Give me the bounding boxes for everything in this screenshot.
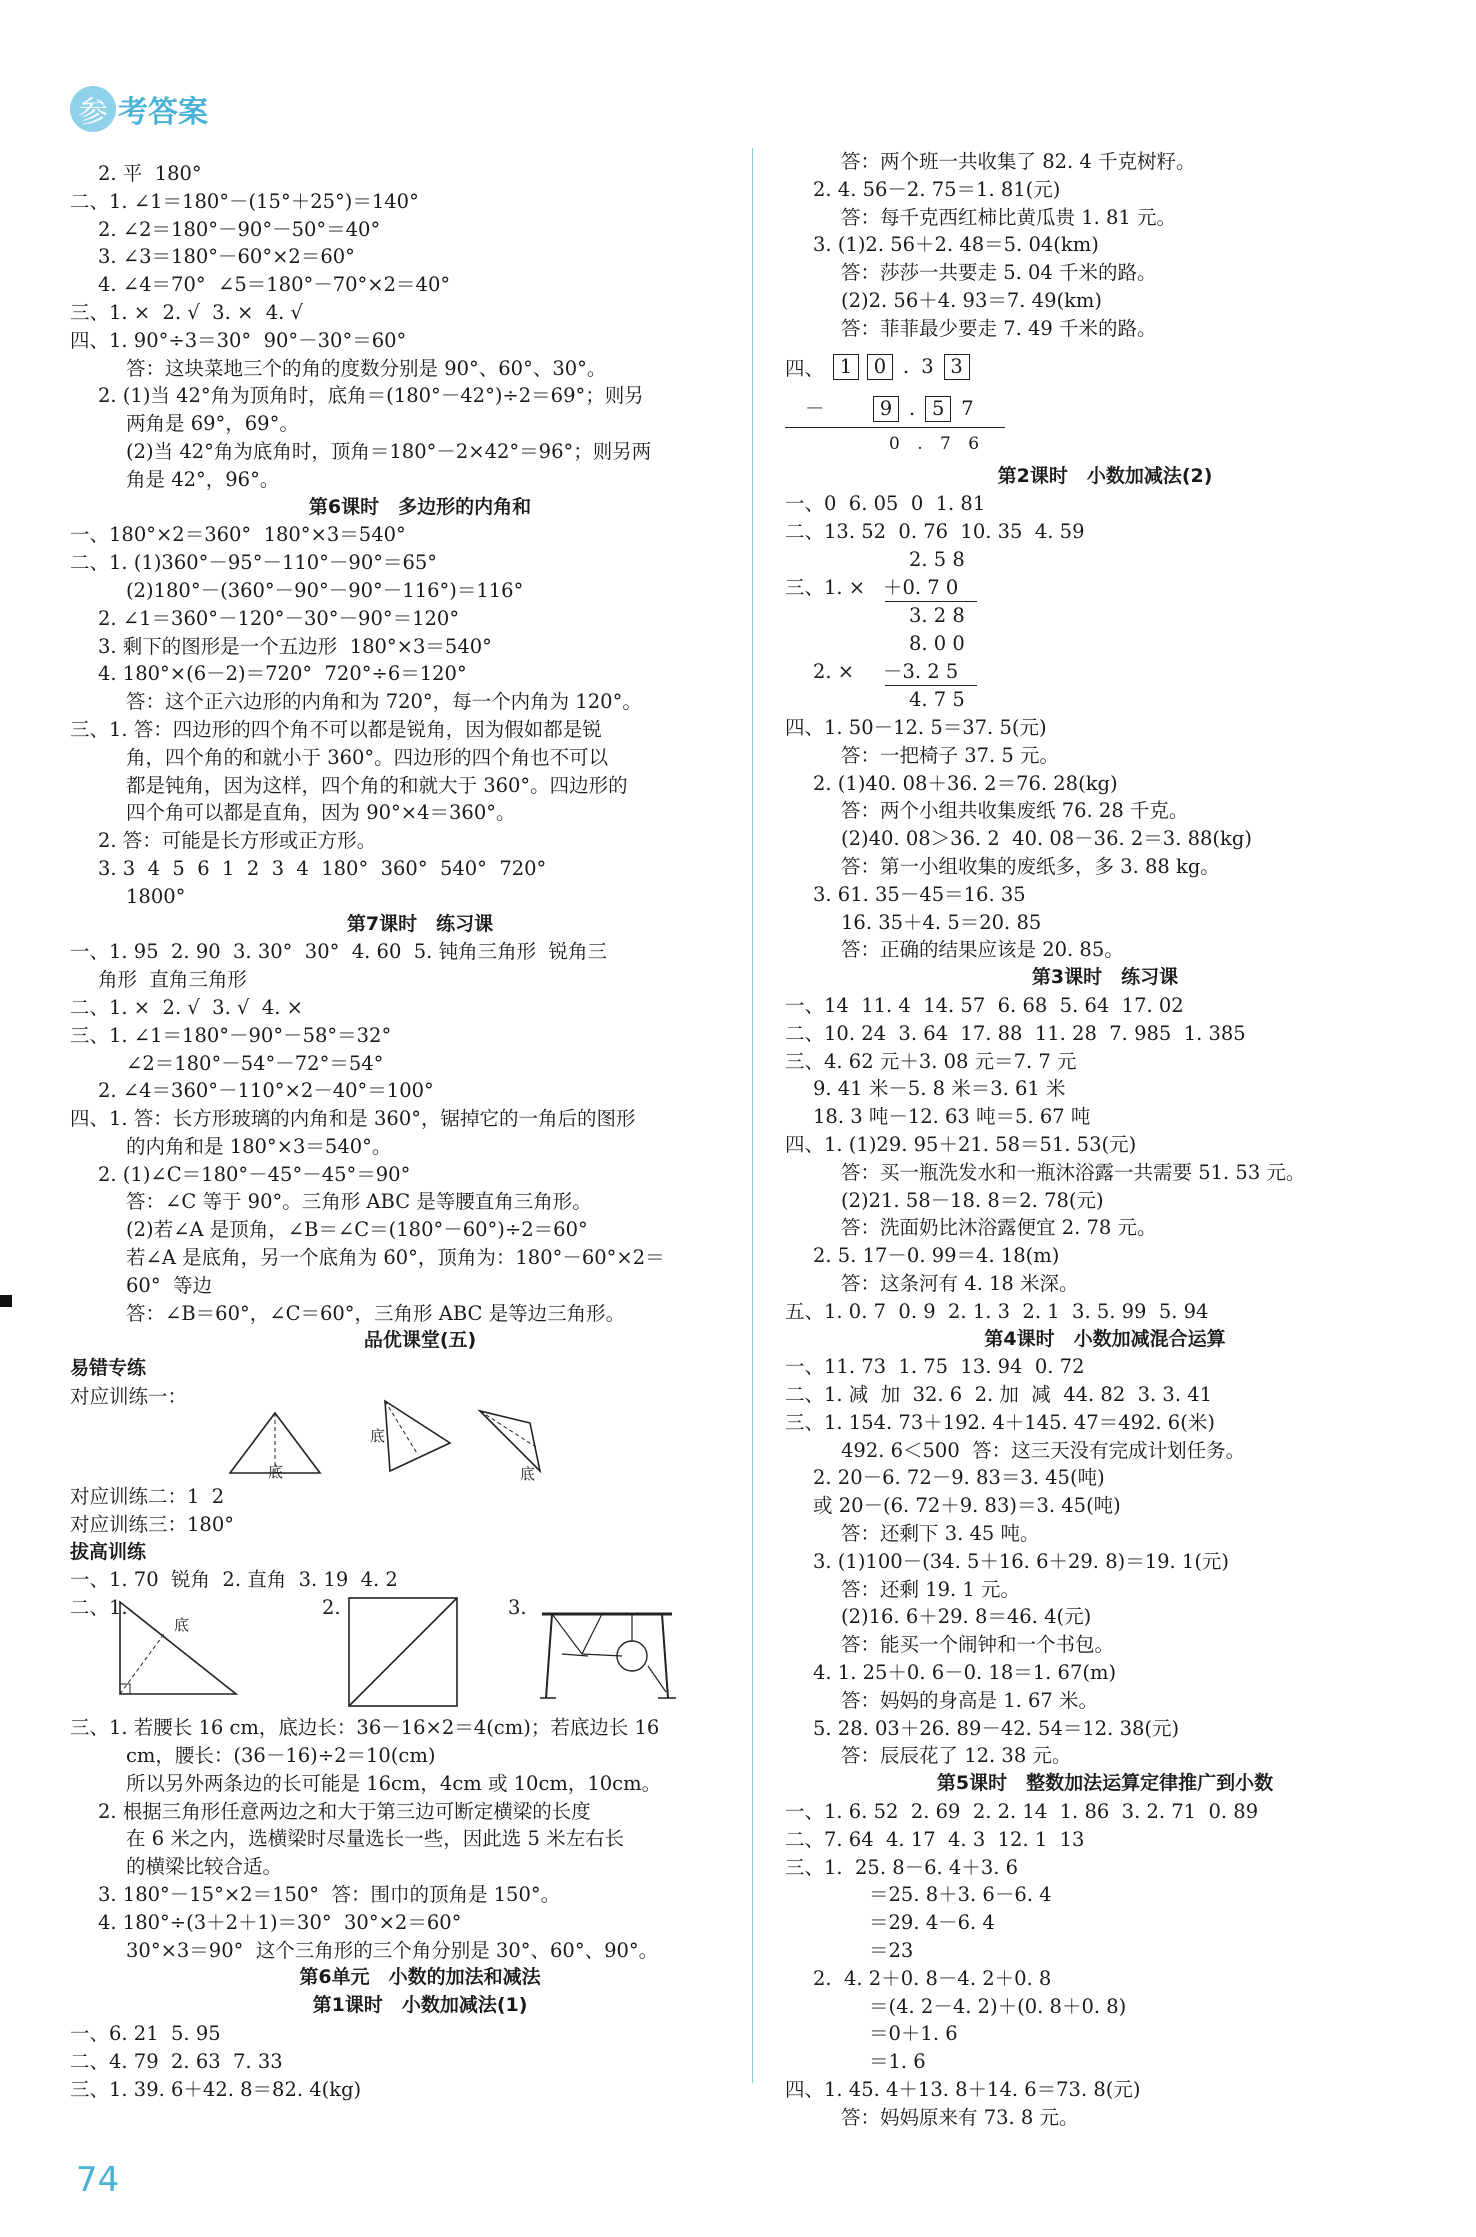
text-line: 3. 61. 35－45＝16. 35 <box>813 882 1026 906</box>
text-line: 在 6 米之内，选横梁时尽量选长一些，因此选 5 米左右长 <box>126 1827 625 1851</box>
text-line: 四、1. (1)29. 95＋21. 58＝51. 53(元) <box>785 1132 1137 1156</box>
text-line: 三、1. 154. 73＋192. 4＋145. 47＝492. 6(米) <box>785 1410 1215 1434</box>
digit-box: 1 <box>833 354 859 380</box>
text-line: 二、1. × 2. √ 3. √ 4. × <box>70 995 303 1019</box>
triangle-figures <box>70 1383 710 1483</box>
text-line: 三、1. 25. 8－6. 4＋3. 6 <box>785 1855 1019 1879</box>
text-line: 都是钝角，因为这样，四个角的和就大于 360°。四边形的 <box>126 773 628 797</box>
subsection-title: 拔高训练 <box>70 1540 147 1563</box>
text-line: ＝(4. 2－4. 2)＋(0. 8＋0. 8) <box>869 1994 1127 2018</box>
vertical-calc-1 <box>785 546 1425 630</box>
text-line: 答：每千克西红柿比黄瓜贵 1. 81 元。 <box>841 205 1177 229</box>
problem-label: 三、1. × <box>785 575 866 599</box>
puzzle-row-1 <box>829 353 974 381</box>
lesson-title: 第3课时 练习课 <box>1031 966 1179 989</box>
text-line: 三、1. 若腰长 16 cm，底边长：36－16×2＝4(cm)；若底边长 16 <box>70 1716 660 1740</box>
text-line: 所以另外两条边的长可能是 16cm，4cm 或 10cm，10cm。 <box>126 1771 662 1795</box>
text-line: 一、11. 73 1. 75 13. 94 0. 72 <box>785 1355 1085 1379</box>
text-line: 二、1. (1)360°－95°－110°－90°＝65° <box>70 551 438 575</box>
unit-title: 第6单元 小数的加法和减法 <box>299 1966 541 1989</box>
fig-label-di: 底 <box>174 1616 190 1635</box>
text-line: 答：正确的结果应该是 20. 85。 <box>841 938 1124 962</box>
text-line: ＝25. 8＋3. 6－6. 4 <box>869 1883 1052 1907</box>
text-line: 2. 20－6. 72－9. 83＝3. 45(吨) <box>813 1466 1105 1490</box>
text-line: 两角是 69°，69°。 <box>126 412 299 436</box>
text-line: 2. (1)40. 08＋36. 2＝76. 28(kg) <box>813 771 1118 795</box>
text-line: 一、1. 6. 52 2. 69 2. 2. 14 1. 86 3. 2. 71 0. 89 <box>785 1800 1259 1824</box>
text-line: 60° 等边 <box>126 1273 212 1297</box>
figure-square-diagonal <box>345 1594 465 1714</box>
text-line: (2)16. 6＋29. 8＝46. 4(元) <box>841 1605 1092 1629</box>
text-line: ∠2＝180°－54°－72°＝54° <box>126 1051 384 1075</box>
text-line: 一、6. 21 5. 95 <box>70 2022 221 2046</box>
text-line: 2. ∠1＝360°－120°－30°－90°＝120° <box>98 606 460 630</box>
text-line: 对应训练三：180° <box>70 1512 234 1536</box>
text-line: 一、0 6. 05 0 1. 81 <box>785 492 986 516</box>
text-line: 2. 4. 56－2. 75＝1. 81(元) <box>813 177 1061 201</box>
problem-label: 2. × <box>813 659 855 683</box>
text-line: 四、1. 答：长方形玻璃的内角和是 360°，锯掉它的一角后的图形 <box>70 1107 636 1131</box>
text-line: 二、1. 减 加 32. 6 2. 加 减 44. 82 3. 3. 41 <box>785 1383 1213 1407</box>
figure-number: 3. <box>508 1596 527 1620</box>
text-line: 答：洗面奶比沐浴露便宜 2. 78 元。 <box>841 1216 1157 1240</box>
text-line: 答：莎莎一共要走 5. 04 千米的路。 <box>841 261 1157 285</box>
text-line: 2. ∠4＝360°－110°×2－40°＝100° <box>98 1079 434 1103</box>
text-line: 答：这条河有 4. 18 米深。 <box>841 1271 1079 1295</box>
text-line: 二、4. 79 2. 63 7. 33 <box>70 2049 283 2073</box>
lesson-title: 第6课时 多边形的内角和 <box>308 495 532 518</box>
lesson-title: 第4课时 小数加减混合运算 <box>984 1327 1226 1350</box>
calc-line: 2. 5 8 <box>909 547 965 571</box>
vertical-calc-2 <box>785 630 1425 714</box>
header-title: 考答案 <box>118 95 208 130</box>
text-line: 若∠A 是底角，另一个底角为 60°，顶角为：180°－60°×2＝ <box>126 1246 665 1270</box>
text-line: 答：辰辰花了 12. 38 元。 <box>841 1744 1072 1768</box>
text-line: 或 20－(6. 72＋9. 83)＝3. 45(吨) <box>813 1494 1121 1518</box>
section-right-b2 <box>785 714 1425 964</box>
text-line: 三、1. 39. 6＋42. 8＝82. 4(kg) <box>70 2077 362 2101</box>
section-right-c <box>785 992 1425 1326</box>
text-line: 3. (1)2. 56＋2. 48＝5. 04(km) <box>813 233 1099 257</box>
left-column <box>70 160 770 2103</box>
text-line: 答：第一小组收集的废纸多，多 3. 88 kg。 <box>841 854 1220 878</box>
text-line: 4. ∠4＝70° ∠5＝180°－70°×2＝40° <box>98 273 451 297</box>
text-line: 18. 3 吨－12. 63 吨＝5. 67 吨 <box>813 1105 1091 1129</box>
text-line: 4. 180°÷(3＋2＋1)＝30° 30°×2＝60° <box>98 1910 462 1934</box>
figure-triangle-obtuse <box>230 1413 320 1481</box>
lesson-title: 第1课时 小数加减法(1) <box>312 1994 528 2017</box>
lesson-title: 第2课时 小数加减法(2) <box>997 464 1213 487</box>
text-line: ＝1. 6 <box>869 2050 926 2074</box>
lesson-title: 第7课时 练习课 <box>346 912 494 935</box>
decimal-point: . <box>903 354 910 378</box>
calc-line: 3. 2 8 <box>909 603 965 627</box>
text-line: 3. 剩下的图形是一个五边形 180°×3＝540° <box>98 634 492 658</box>
text-line: 三、4. 62 元＋3. 08 元＝7. 7 元 <box>785 1049 1077 1073</box>
text-line: 4. 180°×(6－2)＝720° 720°÷6＝120° <box>98 662 467 686</box>
text-line: 角是 42°，96°。 <box>126 467 280 491</box>
text-line: 4. 1. 25＋0. 6－0. 18＝1. 67(m) <box>813 1661 1117 1685</box>
text-line: 492. 6＜500 答：这三天没有完成计划任务。 <box>841 1438 1246 1462</box>
text-line: 答：妈妈的身高是 1. 67 米。 <box>841 1688 1099 1712</box>
text-line: 16. 35＋4. 5＝20. 85 <box>841 910 1042 934</box>
text-line: 9. 41 米－5. 8 米＝3. 61 米 <box>813 1077 1066 1101</box>
text-line: 答：∠B＝60°，∠C＝60°，三角形 ABC 是等边三角形。 <box>126 1301 626 1325</box>
text-line: 答：妈妈原来有 73. 8 元。 <box>841 2105 1079 2129</box>
text-line: (2)40. 08＞36. 2 40. 08－36. 2＝3. 88(kg) <box>841 827 1252 851</box>
text-line: (2)2. 56＋4. 93＝7. 49(km) <box>841 288 1102 312</box>
text-line: 2. 5. 17－0. 99＝4. 18(m) <box>813 1244 1060 1268</box>
text-line: 四、1. 90°÷3＝30° 90°－30°＝60° <box>70 328 407 352</box>
text-line: ＝0＋1. 6 <box>869 2022 958 2046</box>
text-line: 3. 3 4 5 6 1 2 3 4 180° 360° 540° 720° <box>98 856 547 880</box>
text-line: (2)若∠A 是顶角，∠B＝∠C＝(180°－60°)÷2＝60° <box>126 1218 588 1242</box>
text-line: 答：两个班一共收集了 82. 4 千克树籽。 <box>841 150 1196 173</box>
section-left-f <box>70 2020 770 2103</box>
text-line: 答：能买一个闹钟和一个书包。 <box>841 1633 1115 1657</box>
fig-label-di: 底 <box>370 1427 386 1446</box>
text-line: 对应训练一： <box>70 1385 188 1409</box>
section-left-b <box>70 521 770 910</box>
text-line: 的横梁比较合适。 <box>126 1855 283 1879</box>
decimal-point: . <box>909 396 916 420</box>
text-line: 二、7. 64 4. 17 4. 3 12. 1 13 <box>785 1827 1085 1851</box>
answer-key-header <box>70 82 208 136</box>
construction-figures-row <box>70 1594 770 1714</box>
text-line: 答：这个正六边形的内角和为 720°，每一个内角为 120°。 <box>126 690 642 714</box>
drill-one-row <box>70 1383 770 1483</box>
text-line: 答：菲菲最少要走 7. 49 千米的路。 <box>841 316 1157 340</box>
digit-box: 3 <box>944 354 970 380</box>
section-left-c <box>70 938 770 1327</box>
subsection-title: 易错专练 <box>70 1357 147 1380</box>
fig-label-di: 底 <box>268 1463 284 1482</box>
text-line: 一、14 11. 4 14. 57 6. 68 5. 64 17. 02 <box>785 993 1184 1017</box>
text-line: (2)180°－(360°－90°－90°－116°)＝116° <box>126 578 524 602</box>
text-line: 对应训练二：1 2 <box>70 1485 225 1509</box>
text-line: 一、1. 70 锐角 2. 直角 3. 19 4. 2 <box>70 1568 398 1592</box>
text-line: 答：还剩下 3. 45 吨。 <box>841 1522 1040 1546</box>
text-line: (2)21. 58－18. 8＝2. 78(元) <box>841 1188 1104 1212</box>
registration-mark <box>0 1295 12 1307</box>
puzzle-row-2 <box>869 395 980 423</box>
minus-sign: － <box>805 396 825 420</box>
page-number: 74 <box>76 2160 120 2200</box>
figure-swing-frame <box>532 1594 682 1704</box>
text-line: 四、1. 50－12. 5＝37. 5(元) <box>785 715 1047 739</box>
calc-line: ＋0. 7 0 <box>883 575 959 599</box>
text-line: 二、1. ∠1＝180°－(15°＋25°)＝140° <box>70 189 419 213</box>
text-line: 四个角可以都是直角，因为 90°×4＝360°。 <box>126 801 516 825</box>
text-line: 2. 4. 2＋0. 8－4. 2＋0. 8 <box>813 1966 1052 1990</box>
text-line: 答：这块菜地三个的角的度数分别是 90°、60°、30°。 <box>126 356 607 380</box>
text-line: 答：∠C 等于 90°。三角形 ABC 是等腰直角三角形。 <box>126 1190 592 1214</box>
text-line: 角，四个角的和就小于 360°。四边形的四个角也不可以 <box>126 745 609 769</box>
text-line: 2. (1)当 42°角为顶角时，底角＝(180°－42°)÷2＝69°；则另 <box>98 384 644 408</box>
digit-box: 5 <box>925 396 951 422</box>
text-line: ＝29. 4－6. 4 <box>869 1911 995 1935</box>
digit: 7 <box>961 396 974 420</box>
text-line: 3. ∠3＝180°－60°×2＝60° <box>98 245 355 269</box>
fig-label-di: 底 <box>520 1465 536 1484</box>
digit: 3 <box>921 354 934 378</box>
lesson-title: 第5课时 整数加法运算定律推广到小数 <box>936 1772 1274 1795</box>
text-line: 2. ∠2＝180°－90°－50°＝40° <box>98 217 381 241</box>
figure-number: 2. <box>322 1596 341 1620</box>
text-line: 的内角和是 180°×3＝540°。 <box>126 1134 392 1158</box>
figure-triangle-acute <box>320 1401 450 1473</box>
text-line: 一、180°×2＝360° 180°×3＝540° <box>70 523 406 547</box>
header-badge: 参 <box>70 86 116 132</box>
text-line: 1800° <box>126 884 186 908</box>
text-line: 一、1. 95 2. 90 3. 30° 30° 4. 60 5. 钝角三角形 锐角三 <box>70 940 607 964</box>
text-line: 2. 答：可能是长方形或正方形。 <box>98 829 377 853</box>
text-line: 3. 180°－15°×2＝150° 答：围巾的顶角是 150°。 <box>98 1883 561 1907</box>
text-line: 角形 直角三角形 <box>98 968 247 992</box>
text-line: 2. 平 180° <box>98 162 202 185</box>
text-line: cm，腰长：(36－16)÷2＝10(cm) <box>126 1744 436 1768</box>
text-line: 2. 根据三角形任意两边之和大于第三边可断定横梁的长度 <box>98 1799 591 1823</box>
figure-right-triangle <box>114 1594 244 1704</box>
text-line: 五、1. 0. 7 0. 9 2. 1. 3 2. 1 3. 5. 99 5. 94 <box>785 1299 1209 1323</box>
text-line: 三、1. 答：四边形的四个角不可以都是锐角，因为假如都是锐 <box>70 717 602 741</box>
section-left-e <box>70 1714 770 1964</box>
calc-line: －3. 2 5 <box>883 659 959 683</box>
text-line: 5. 28. 03＋26. 89－42. 54＝12. 38(元) <box>813 1716 1180 1740</box>
text-line: 三、1. ∠1＝180°－90°－58°＝32° <box>70 1023 392 1047</box>
text-line: ＝23 <box>869 1939 914 1963</box>
digit-puzzle <box>785 343 1425 463</box>
section-left-a <box>70 160 770 494</box>
figure-triangle-right <box>480 1411 540 1483</box>
puzzle-result: 0 . 7 6 <box>889 433 986 454</box>
text-line: 二、10. 24 3. 64 17. 88 11. 28 7. 985 1. 385 <box>785 1021 1246 1045</box>
text-line: 二、13. 52 0. 76 10. 35 4. 59 <box>785 520 1085 544</box>
calc-line: 8. 0 0 <box>909 631 965 655</box>
calc-line: 4. 7 5 <box>909 687 965 711</box>
puzzle-label: 四、 <box>785 356 825 380</box>
text-line: 30°×3＝90° 这个三角形的三个角分别是 30°、60°、90°。 <box>126 1938 659 1962</box>
section-right-e <box>785 1798 1425 2132</box>
text-line: 3. (1)100－(34. 5＋16. 6＋29. 8)＝19. 1(元) <box>813 1549 1230 1573</box>
digit-box: 9 <box>873 396 899 422</box>
right-column <box>785 148 1425 2132</box>
digit-box: 0 <box>867 354 893 380</box>
text-line: 答：一把椅子 37. 5 元。 <box>841 743 1060 767</box>
lesson-title: 品优课堂(五) <box>363 1329 477 1352</box>
section-right-d <box>785 1353 1425 1770</box>
text-line: 三、1. × 2. √ 3. × 4. √ <box>70 300 303 324</box>
section-right-a <box>785 148 1425 343</box>
figure-number: 二、1. <box>70 1596 128 1620</box>
text-line: 2. (1)∠C＝180°－45°－45°＝90° <box>98 1162 411 1186</box>
text-line: (2)当 42°角为底角时，顶角＝180°－2×42°＝96°；则另两 <box>126 439 652 463</box>
text-line: 答：还剩 19. 1 元。 <box>841 1577 1021 1601</box>
puzzle-rule <box>785 427 1005 429</box>
text-line: 四、1. 45. 4＋13. 8＋14. 6＝73. 8(元) <box>785 2078 1141 2102</box>
text-line: 答：买一瓶洗发水和一瓶沐浴露一共需要 51. 53 元。 <box>841 1160 1306 1184</box>
text-line: 答：两个小组共收集废纸 76. 28 千克。 <box>841 799 1189 823</box>
